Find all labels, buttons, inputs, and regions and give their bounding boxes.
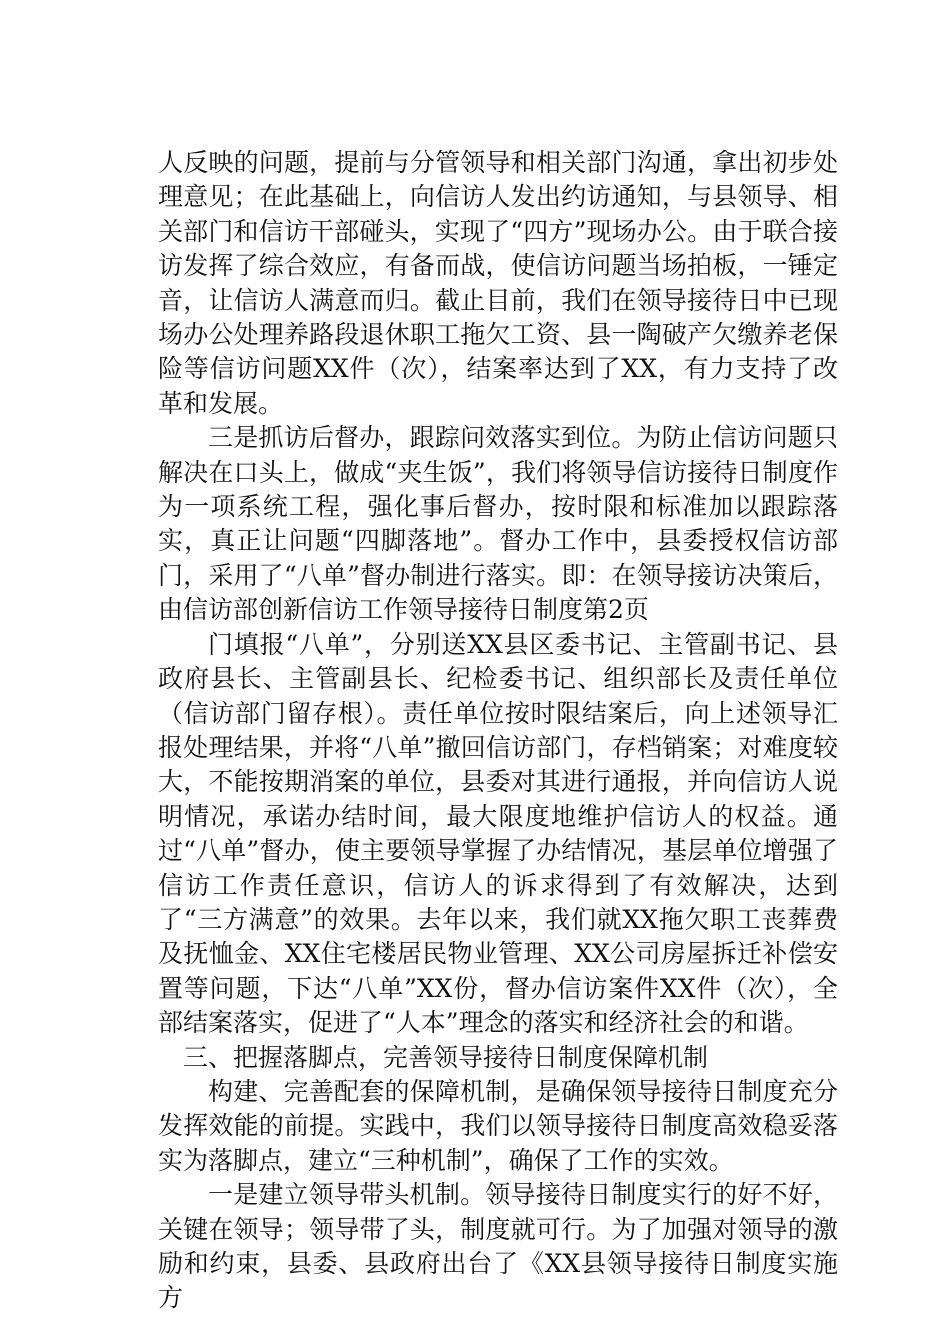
paragraph-1: 人反映的问题，提前与分管领导和相关部门沟通，拿出初步处理意见；在此基础上，向信访人发出约访通知，与县领导、相关部门和信访干部碰头，实现了“四方”现场办公。由于联合接访发挥了综合效应，有备而战，使信访问题当场拍板，一锤定音，让信访人满意而归。截止目前，我们在领导接待日中已现场办公处理养路段退休职工拖欠工资、县一陶破产欠缴养老保险等信访问题XX件（次），结案率达到了XX，有力支持了改革和发展。 <box>158 148 838 418</box>
paragraph-3: 门填报“八单”，分别送XX县区委书记、主管副书记、县政府县长、主管副县长、纪检委书记、组织部长及责任单位（信访部门留存根）。责任单位按时限结案后，向上述领导汇报处理结果，并将“八单”撤回信访部门，存档销案；对难度较大，不能按期消案的单位，县委对其进行通报，并向信访人说明情况，承诺办结时间，最大限度地维护信访人的权益。通过“八单”督办，使主要领导掌握了办结情况，基层单位增强了信访工作责任意识，信访人的诉求得到了有效解决，达到了“三方满意”的效果。去年以来，我们就XX拖欠职工丧葬费及抚恤金、XX住宅楼居民物业管理、XX公司房屋拆迁补偿安置等问题，下达“八单”XX份，督办信访案件XX件（次），全部结案落实，促进了“人本”理念的落实和经济社会的和谐。 <box>158 629 838 1038</box>
paragraph-4: 构建、完善配套的保障机制，是确保领导接待日制度充分发挥效能的前提。实践中，我们以领导接待日制度高效稳妥落实为落脚点，建立“三种机制”，确保了工作的实效。 <box>158 1076 838 1175</box>
document-page <box>158 146 838 1316</box>
paragraph-5: 一是建立领导带头机制。领导接待日制度实行的好不好，关键在领导；领导带了头，制度就可行。为了加强对领导的激励和约束，县委、县政府出台了《XX县领导接待日制度实施方 <box>158 1180 838 1313</box>
section-heading: 三、把握落脚点，完善领导接待日制度保障机制 <box>183 1042 709 1072</box>
paragraph-2: 三是抓访后督办，跟踪问效落实到位。为防止信访问题只解决在口头上，做成“夹生饭”，我们将领导信访接待日制度作为一项系统工程，强化事后督办，按时限和标准加以跟踪落实，真正让问题“四脚落地”。督办工作中，县委授权信访部门，采用了“八单”督办制进行落实。即：在领导接访决策后，由信访部创新信访工作领导接待日制度第2页 <box>158 423 838 625</box>
